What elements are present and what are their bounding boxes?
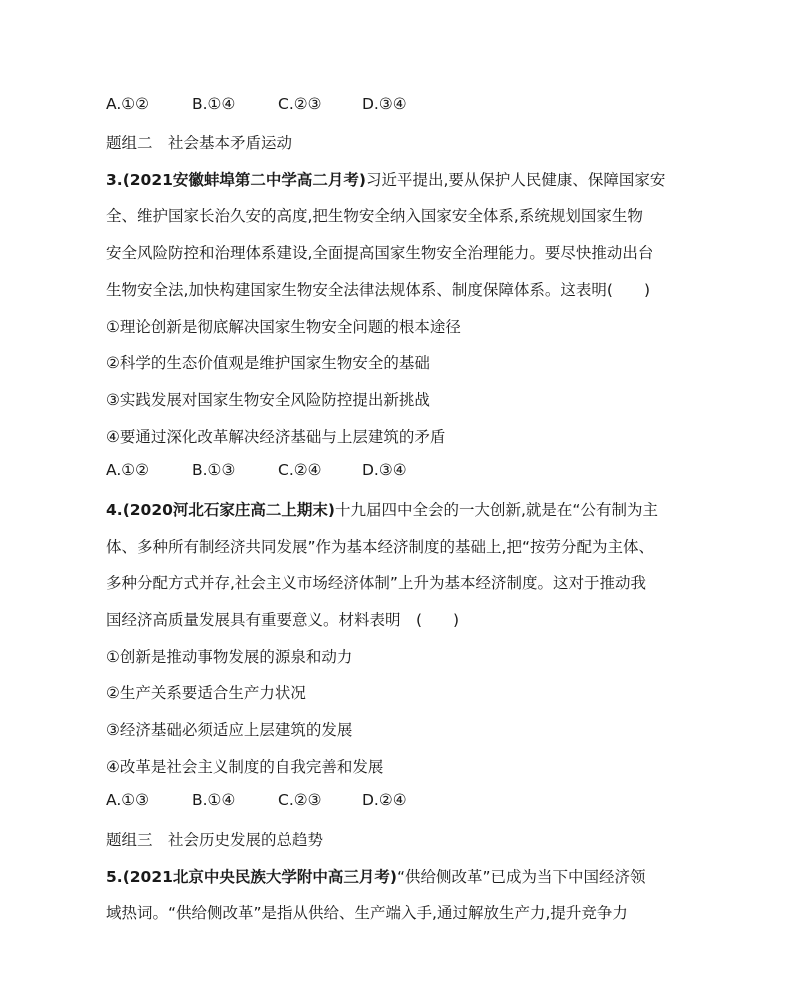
option-c: C.②④ [278, 461, 322, 479]
option-c: C.②③ [278, 791, 322, 809]
option-a: A.①② [106, 95, 150, 113]
option-a: A.①③ [106, 791, 150, 809]
question-source: (2021北京中央民族大学附中高三月考) [122, 868, 397, 886]
q3-line-1 [106, 168, 665, 190]
option-c: C.②③ [278, 95, 322, 113]
option-d: D.③④ [362, 461, 407, 479]
q3-line-4: 生物安全法,加快构建国家生物安全法律法规体系、制度保障体系。这表明( ) [106, 281, 651, 299]
q4-item-3: ③经济基础必须适应上层建筑的发展 [106, 721, 353, 739]
q4-line-4: 国经济高质量发展具有重要意义。材料表明 ( ) [106, 611, 460, 629]
option-a: A.①② [106, 461, 150, 479]
q3-item-2: ②科学的生态价值观是维护国家生物安全的基础 [106, 354, 430, 372]
question-text: “供给侧改革”已成为当下中国经济领 [397, 868, 646, 886]
q5-line-2: 域热词。“供给侧改革”是指从供给、生产端入手,通过解放生产力,提升竞争力 [106, 904, 628, 922]
q4-item-4: ④改革是社会主义制度的自我完善和发展 [106, 758, 384, 776]
section-title: 题组三 社会历史发展的总趋势 [106, 831, 324, 849]
option-b: B.①④ [192, 95, 236, 113]
q5-line-1 [106, 865, 646, 887]
q3-item-3: ③实践发展对国家生物安全风险防控提出新挑战 [106, 391, 430, 409]
q3-line-3: 安全风险防控和治理体系建设,全面提高国家生物安全治理能力。要尽快推动出台 [106, 244, 654, 262]
section-title: 题组二 社会基本矛盾运动 [106, 134, 293, 152]
q4-line-3: 多种分配方式并存,社会主义市场经济体制”上升为基本经济制度。这对于推动我 [106, 574, 646, 592]
q4-line-2: 体、多种所有制经济共同发展”作为基本经济制度的基础上,把“按劳分配为主体、 [106, 538, 654, 556]
option-d: D.②④ [362, 791, 407, 809]
q4-options [106, 791, 407, 809]
q4-line-1 [106, 498, 658, 520]
question-text: 十九届四中全会的一大创新,就是在“公有制为主 [335, 501, 658, 519]
q3-item-1: ①理论创新是彻底解决国家生物安全问题的根本途径 [106, 318, 461, 336]
option-b: B.①③ [192, 461, 236, 479]
question-source: (2020河北石家庄高二上期末) [122, 501, 335, 519]
q4-item-2: ②生产关系要适合生产力状况 [106, 684, 306, 702]
q4-item-1: ①创新是推动事物发展的源泉和动力 [106, 648, 353, 666]
question-text: 习近平提出,要从保护人民健康、保障国家安 [366, 171, 666, 189]
q3-item-4: ④要通过深化改革解决经济基础与上层建筑的矛盾 [106, 428, 446, 446]
question-number: 4. [106, 501, 123, 519]
q3-options [106, 461, 407, 479]
question-number: 5. [106, 868, 123, 886]
q3-line-2: 全、维护国家长治久安的高度,把生物安全纳入国家安全体系,系统规划国家生物 [106, 207, 643, 225]
option-d: D.③④ [362, 95, 407, 113]
option-b: B.①④ [192, 791, 236, 809]
question-source: (2021安徽蚌埠第二中学高二月考) [122, 171, 366, 189]
q2-options [106, 95, 407, 113]
question-number: 3. [106, 171, 123, 189]
